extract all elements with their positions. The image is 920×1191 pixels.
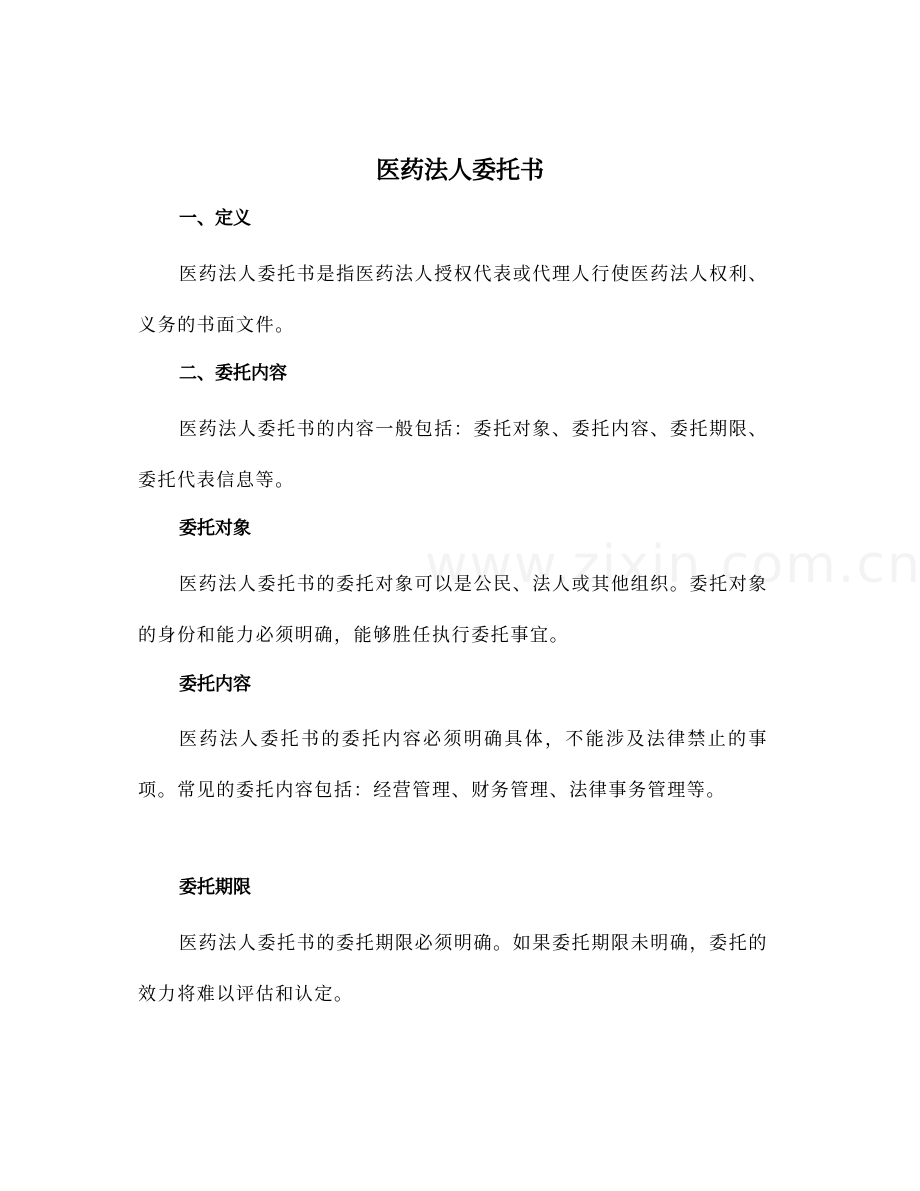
section-heading-definition: 一、定义 bbox=[179, 208, 251, 229]
section-paragraph-term: 医药法人委托书的委托期限必须明确。如果委托期限未明确，委托的效力将难以评估和认定。 bbox=[138, 933, 768, 1005]
section-heading-scope: 委托内容 bbox=[179, 674, 251, 695]
section-heading-term: 委托期限 bbox=[179, 877, 251, 898]
section-paragraph-scope: 医药法人委托书的委托内容必须明确具体，不能涉及法律禁止的事项。常见的委托内容包括：经营管理、财务管理、法律事务管理等。 bbox=[138, 729, 768, 801]
section-heading-object: 委托对象 bbox=[179, 518, 251, 539]
document-title: 医药法人委托书 bbox=[376, 156, 544, 184]
section-paragraph-content: 医药法人委托书的内容一般包括：委托对象、委托内容、委托期限、委托代表信息等。 bbox=[138, 419, 768, 491]
section-heading-content: 二、委托内容 bbox=[179, 363, 287, 384]
section-paragraph-definition: 医药法人委托书是指医药法人授权代表或代理人行使医药法人权利、义务的书面文件。 bbox=[138, 264, 768, 336]
section-paragraph-object: 医药法人委托书的委托对象可以是公民、法人或其他组织。委托对象的身份和能力必须明确，能够胜任执行委托事宜。 bbox=[138, 574, 768, 646]
